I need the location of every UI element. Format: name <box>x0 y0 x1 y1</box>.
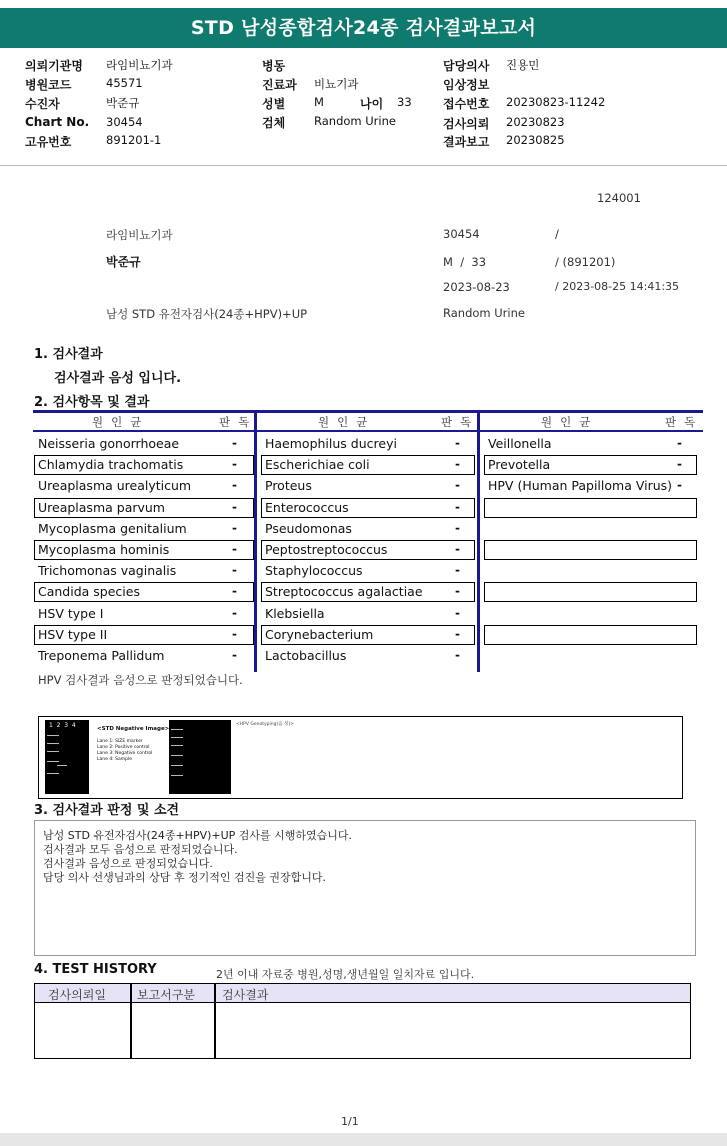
header-label: 검사의뢰 <box>443 117 490 131</box>
header-value: M <box>314 95 324 109</box>
pathogen-result: - <box>455 648 460 662</box>
section-title: 2. 검사항목 및 결과 <box>34 395 150 410</box>
opinion-line: 남성 STD 유전자검사(24종+HPV)+UP 검사를 시행하였습니다. <box>43 829 353 842</box>
header-label: 병원코드 <box>25 78 72 92</box>
pathogen-result: - <box>455 436 460 450</box>
pathogen-result: - <box>455 520 460 535</box>
pathogen-result: - <box>232 648 237 662</box>
pathogen-name: HSV type II <box>38 626 108 642</box>
gel-hpv-label: <HPV Genotyping(음 성)> <box>236 722 294 727</box>
pathogen-name: Mycoplasma genitalium <box>38 520 187 536</box>
sex-age: M / 33 <box>443 255 487 269</box>
header-value: 20230823-11242 <box>506 95 606 109</box>
receipt-date: 2023-08-23 <box>443 280 510 294</box>
column-header: 원인균 <box>92 415 150 429</box>
header-label: 접수번호 <box>443 97 490 111</box>
gel-image-std <box>45 720 89 794</box>
table-header-rule <box>33 430 703 432</box>
history-col-divider <box>130 983 132 1059</box>
pathogen-result: - <box>677 457 682 472</box>
pathogen-result: - <box>232 584 237 599</box>
pathogen-result: - <box>455 478 460 493</box>
specimen: Random Urine <box>443 306 525 320</box>
history-note: 2년 이내 자료중 병원,성명,생년월일 일치자료 입니다. <box>216 968 475 981</box>
page-number: 1/1 <box>341 1115 359 1128</box>
header-value: 33 <box>397 95 412 109</box>
pathogen-name: Chlamydia trachomatis <box>38 457 184 473</box>
pathogen-name: Trichomonas vaginalis <box>38 563 177 579</box>
hpv-note: HPV 검사결과 음성으로 판정되었습니다. <box>38 673 243 687</box>
pathogen-name: Haemophilus ducreyi <box>265 436 397 451</box>
separator: / <box>555 227 559 241</box>
result-row-box <box>484 498 697 518</box>
column-header: 원인균 <box>318 415 376 429</box>
header-value: 라임비뇨기과 <box>106 58 173 72</box>
pathogen-result: - <box>232 478 237 493</box>
header-label: 고유번호 <box>25 135 72 149</box>
header-value: 진용민 <box>506 58 540 72</box>
history-header: 검사의뢰일 <box>48 988 106 1002</box>
pathogen-name: Veillonella <box>488 436 552 451</box>
pathogen-result: - <box>232 626 237 641</box>
gel-image-frame <box>38 716 683 799</box>
gel-title: <STD Negative Image> <box>97 726 170 732</box>
table-top-rule <box>33 410 703 413</box>
pathogen-result: - <box>677 436 682 450</box>
pathogen-name: Treponema Pallidum <box>38 648 165 663</box>
pathogen-result: - <box>455 563 460 578</box>
header-label: 담당의사 <box>443 59 490 73</box>
gel-legend: Lane 1: SIZE marker Lane 2: Positive control Lane 3: Negative control Lane 4: Sample <box>97 739 153 762</box>
header-label: 임상정보 <box>443 78 490 92</box>
pathogen-result: - <box>455 584 460 599</box>
header-label: 나이 <box>360 97 384 111</box>
gel-lane-numbers: 1 2 3 4 <box>49 722 76 729</box>
column-header: 원인균 <box>541 415 599 429</box>
pathogen-result: - <box>232 563 237 578</box>
header-label: 수진자 <box>25 97 60 111</box>
pathogen-result: - <box>232 457 237 472</box>
pathogen-result: - <box>232 605 237 620</box>
pathogen-result: - <box>232 520 237 535</box>
birth-date: / (891201) <box>555 255 616 269</box>
header-label: 결과보고 <box>443 135 490 149</box>
pathogen-name: Ureaplasma parvum <box>38 499 165 515</box>
header-value: 박준규 <box>106 96 140 110</box>
pathogen-name: Lactobacillus <box>265 648 347 663</box>
header-value: 20230825 <box>506 133 565 147</box>
pathogen-name: Prevotella <box>488 457 551 473</box>
pathogen-result: - <box>232 499 237 514</box>
footer-bar <box>0 1133 727 1146</box>
judge-header: 판독 <box>665 415 704 429</box>
pathogen-result: - <box>232 436 237 450</box>
pathogen-name: Corynebacterium <box>265 626 374 642</box>
result-summary: 검사결과 음성 입니다. <box>54 371 182 386</box>
chart-number: 30454 <box>443 227 480 241</box>
pathogen-result: - <box>455 499 460 514</box>
pathogen-result: - <box>455 542 460 556</box>
pathogen-name: Candida species <box>38 584 140 600</box>
pathogen-name: Escherichiae coli <box>265 457 370 473</box>
report-title: STD 남성종합검사24종 검사결과보고서 <box>0 8 727 48</box>
header-label: 검체 <box>262 116 286 130</box>
header-label: 병동 <box>262 59 286 73</box>
gel-image-hpv <box>169 720 231 794</box>
pathogen-result: - <box>455 605 460 620</box>
header-value: 비뇨기과 <box>314 77 359 91</box>
result-row-box <box>484 540 697 560</box>
pathogen-name: Mycoplasma hominis <box>38 542 170 557</box>
section-title: 4. TEST HISTORY <box>34 962 157 977</box>
report-datetime: / 2023-08-25 14:41:35 <box>555 280 680 293</box>
judge-header: 판독 <box>441 415 480 429</box>
pathogen-name: Pseudomonas <box>265 520 352 536</box>
pathogen-result: - <box>232 542 237 556</box>
header-value: 30454 <box>106 115 143 129</box>
opinion-line: 검사결과 모두 음성으로 판정되었습니다. <box>43 843 238 856</box>
patient-name: 박준규 <box>106 255 141 269</box>
pathogen-name: Klebsiella <box>265 605 325 621</box>
section-title: 1. 검사결과 <box>34 347 103 362</box>
pathogen-name: HPV (Human Papilloma Virus) <box>488 478 673 494</box>
column-divider <box>477 410 480 672</box>
history-col-divider <box>214 983 216 1059</box>
result-row-box <box>484 625 697 645</box>
header-label: Chart No. <box>25 115 90 129</box>
pathogen-name: Proteus <box>265 478 312 494</box>
pathogen-result: - <box>455 626 460 641</box>
pathogen-name: Staphylococcus <box>265 563 363 579</box>
clinic-name: 라임비뇨기과 <box>106 228 173 242</box>
pathogen-name: Neisseria gonorrhoeae <box>38 436 180 451</box>
opinion-box <box>34 820 696 956</box>
result-row-box <box>484 582 697 602</box>
section-title: 3. 검사결과 판정 및 소견 <box>34 803 180 818</box>
header-value: 20230823 <box>506 115 565 129</box>
column-divider <box>254 410 257 672</box>
header-value: Random Urine <box>314 114 396 128</box>
history-header-row <box>34 983 691 1003</box>
pathogen-name: Peptostreptococcus <box>265 542 388 557</box>
pathogen-result: - <box>677 478 682 493</box>
header-label: 진료과 <box>262 78 297 92</box>
judge-header: 판독 <box>219 415 258 429</box>
pathogen-result: - <box>455 457 460 472</box>
header-value: 45571 <box>106 76 143 90</box>
header-label: 성별 <box>262 97 286 111</box>
report-code: 124001 <box>597 191 641 205</box>
pathogen-name: Ureaplasma urealyticum <box>38 478 192 494</box>
opinion-line: 담당 의사 선생님과의 상담 후 정기적인 검진을 권장합니다. <box>43 871 326 884</box>
pathogen-name: Enterococcus <box>265 499 349 515</box>
test-name: 남성 STD 유전자검사(24종+HPV)+UP <box>106 307 308 321</box>
header-value: 891201-1 <box>106 133 162 147</box>
history-header: 보고서구분 <box>137 988 195 1002</box>
pathogen-name: HSV type I <box>38 605 104 621</box>
header-label: 의뢰기관명 <box>25 59 83 73</box>
history-header: 검사결과 <box>222 988 269 1002</box>
pathogen-name: Streptococcus agalactiae <box>265 584 423 600</box>
opinion-line: 검사결과 음성으로 판정되었습니다. <box>43 857 213 870</box>
